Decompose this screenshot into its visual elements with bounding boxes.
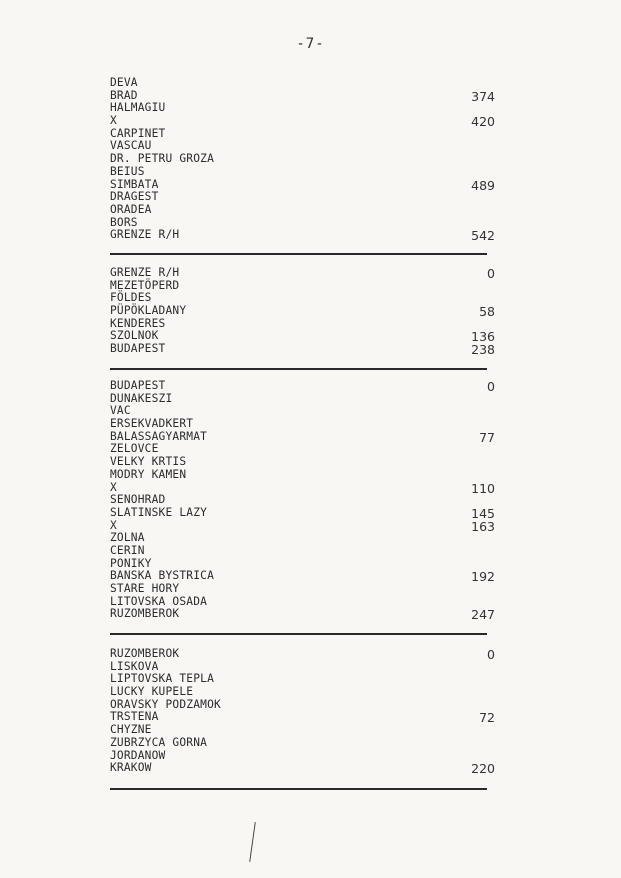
section-divider (110, 368, 487, 370)
place-name: ZUBRZYCA GORNA (110, 735, 208, 749)
place-name: VASCAU (110, 139, 152, 153)
route-row (110, 431, 495, 444)
place-name: PONIKY (110, 556, 152, 570)
place-name: HALMAGIU (110, 101, 166, 115)
place-name: X (110, 518, 117, 532)
route-row (110, 608, 495, 621)
place-name: ZOLNA (110, 531, 145, 545)
section-divider (110, 253, 487, 255)
route-row (110, 494, 495, 507)
route-row (110, 179, 495, 192)
place-name: ZELOVCE (110, 442, 159, 456)
route-row (110, 507, 495, 520)
place-name: CARPINET (110, 126, 166, 140)
section-divider (110, 788, 487, 790)
route-section-4 (110, 648, 495, 775)
route-row (110, 318, 495, 331)
route-row (110, 305, 495, 318)
distance-km: 0 (487, 266, 495, 281)
route-section-2 (110, 267, 495, 356)
place-name: BUDAPEST (110, 342, 166, 356)
distance-km: 420 (471, 114, 495, 130)
route-row (110, 583, 495, 596)
distance-km: 489 (471, 177, 495, 193)
distance-km: 0 (487, 647, 495, 662)
place-name: DUNAKESZI (110, 391, 173, 405)
route-row (110, 153, 495, 166)
route-row (110, 711, 495, 724)
pen-mark (249, 822, 256, 862)
distance-km: 192 (471, 569, 495, 585)
distance-km: 374 (471, 88, 495, 104)
place-name: KRAKOW (110, 761, 152, 775)
route-row (110, 380, 495, 393)
distance-km: 110 (471, 480, 495, 496)
place-name: DRAGEST (110, 190, 159, 204)
place-name: PÜPÖKLADANY (110, 304, 187, 318)
place-name: X (110, 480, 117, 494)
route-row (110, 648, 495, 661)
route-row (110, 418, 495, 431)
route-section-1 (110, 77, 495, 242)
route-row (110, 102, 495, 115)
route-row (110, 699, 495, 712)
place-name: CHYZNE (110, 723, 152, 737)
route-row (110, 686, 495, 699)
place-name: KENDERES (110, 316, 166, 330)
section-divider (110, 633, 487, 635)
place-name: RUZOMBEROK (110, 607, 180, 621)
route-row (110, 482, 495, 495)
route-row (110, 115, 495, 128)
route-row (110, 128, 495, 141)
route-row (110, 393, 495, 406)
route-row (110, 280, 495, 293)
distance-km: 58 (479, 304, 495, 320)
place-name: LIPTOVSKA TEPLA (110, 672, 215, 686)
place-name: ERSEKVADKERT (110, 417, 194, 431)
route-row (110, 204, 495, 217)
place-name: VELKY KRTIS (110, 455, 187, 469)
place-name: DR. PETRU GROZA (110, 152, 215, 166)
route-row (110, 520, 495, 533)
route-row (110, 762, 495, 775)
place-name: SLATINSKE LAZY (110, 505, 208, 519)
route-row (110, 229, 495, 242)
place-name: ORAVSKY PODZAMOK (110, 697, 221, 711)
route-row (110, 750, 495, 763)
route-row (110, 77, 495, 90)
place-name: BUDAPEST (110, 379, 166, 392)
route-row (110, 343, 495, 356)
place-name: DEVA (110, 76, 138, 89)
distance-km: 145 (471, 505, 495, 521)
distance-km: 136 (471, 329, 495, 345)
distance-km: 238 (471, 342, 495, 358)
route-row (110, 456, 495, 469)
route-row (110, 330, 495, 343)
distance-km: 72 (479, 710, 495, 726)
distance-km: 163 (471, 518, 495, 534)
place-name: BANSKA BYSTRICA (110, 569, 215, 583)
route-row (110, 90, 495, 103)
place-name: SENOHRAD (110, 493, 166, 507)
place-name: VAC (110, 404, 131, 418)
place-name: STARE HORY (110, 582, 180, 595)
place-name: BEIUS (110, 164, 145, 178)
place-name: FÖLDES (110, 291, 152, 305)
distance-km: 220 (471, 761, 495, 777)
place-name: MODRY KAMEN (110, 467, 187, 481)
place-name: JORDANOW (110, 748, 166, 762)
distance-km: 77 (479, 429, 495, 445)
place-name: GRENZE R/H (110, 228, 180, 242)
route-row (110, 545, 495, 558)
route-row (110, 191, 495, 204)
page-number: -7- (296, 36, 325, 52)
distance-km: 0 (487, 379, 495, 394)
route-row (110, 532, 495, 545)
route-section-3 (110, 380, 495, 621)
place-name: LUCKY KUPELE (110, 685, 194, 699)
place-name: MEZETÖPERD (110, 278, 180, 292)
route-row (110, 737, 495, 750)
place-name: CERIN (110, 543, 145, 557)
route-row (110, 267, 495, 280)
route-row (110, 724, 495, 737)
place-name: BALASSAGYARMAT (110, 429, 208, 443)
place-name: X (110, 114, 117, 128)
place-name: RUZOMBEROK (110, 647, 180, 660)
place-name: GRENZE R/H (110, 266, 180, 279)
place-name: BORS (110, 215, 138, 229)
route-row (110, 469, 495, 482)
place-name: ORADEA (110, 202, 152, 216)
place-name: SIMBATA (110, 177, 159, 191)
place-name: TRSTENA (110, 710, 159, 724)
route-row (110, 166, 495, 179)
distance-km: 247 (471, 607, 495, 623)
distance-km: 542 (471, 228, 495, 244)
place-name: BRAD (110, 88, 138, 102)
place-name: SZOLNOK (110, 329, 159, 343)
place-name: LITOVSKA OSADA (110, 594, 208, 608)
place-name: LISKOVA (110, 659, 159, 673)
